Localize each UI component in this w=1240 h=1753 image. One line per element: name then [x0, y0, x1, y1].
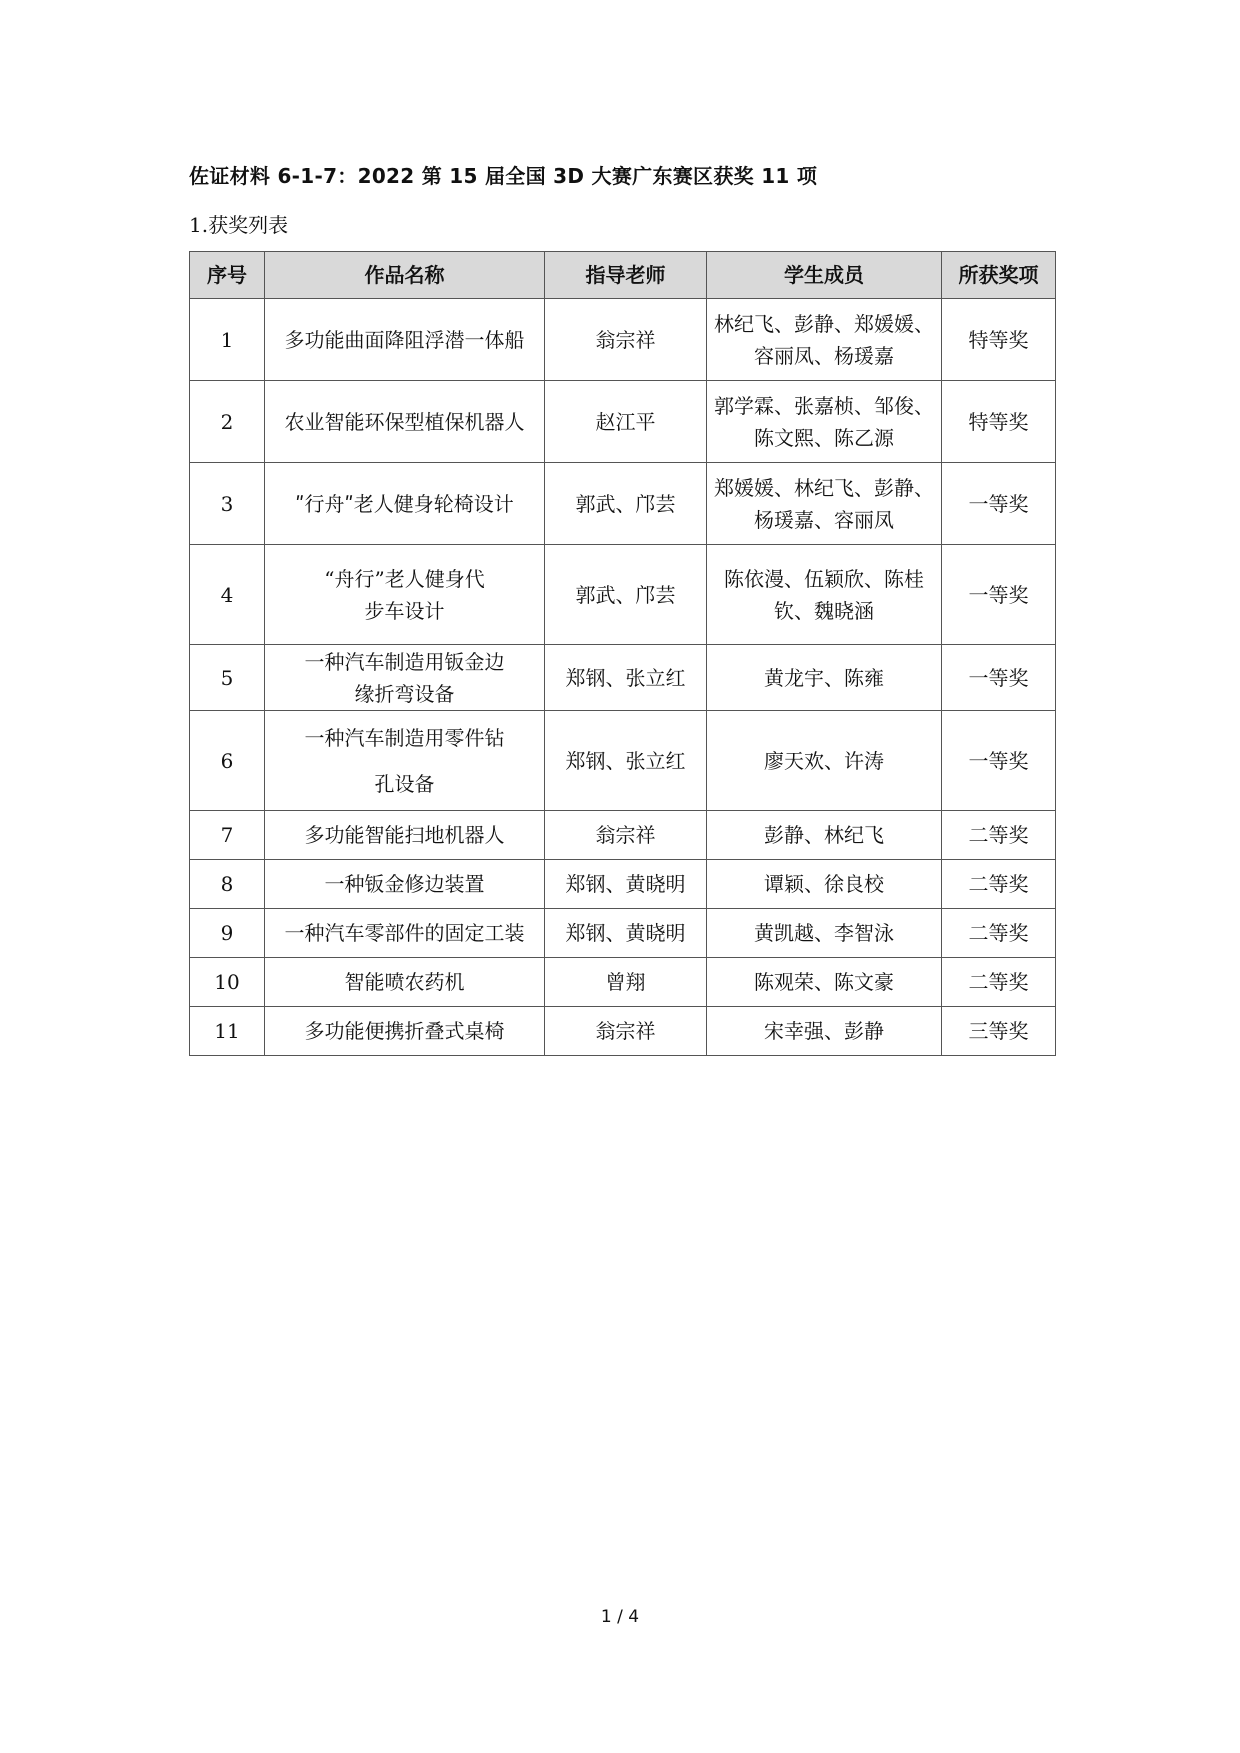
row-advisor: 曾翔 — [545, 958, 707, 1007]
row-work: 多功能曲面降阻浮潜一体船 — [265, 299, 545, 381]
row-award: 一等奖 — [942, 645, 1056, 711]
row-award: 一等奖 — [942, 463, 1056, 545]
row-students: 黄凯越、李智泳 — [707, 909, 942, 958]
table-row — [190, 1007, 1056, 1056]
table-row — [190, 711, 1056, 811]
table-row — [190, 299, 1056, 381]
table-row — [190, 463, 1056, 545]
row-no: 4 — [190, 545, 265, 645]
row-students: 谭颖、徐良校 — [707, 860, 942, 909]
row-work: “舟行”老人健身代步车设计 — [265, 545, 545, 645]
row-award: 一等奖 — [942, 545, 1056, 645]
row-work: ʺ行舟ʺ老人健身轮椅设计 — [265, 463, 545, 545]
row-award: 二等奖 — [942, 860, 1056, 909]
header-no: 序号 — [190, 252, 265, 299]
row-advisor: 郭武、邝芸 — [545, 463, 707, 545]
row-work: 智能喷农药机 — [265, 958, 545, 1007]
row-students: 廖天欢、许涛 — [707, 711, 942, 811]
row-no: 3 — [190, 463, 265, 545]
row-award: 特等奖 — [942, 381, 1056, 463]
table-row — [190, 381, 1056, 463]
row-no: 10 — [190, 958, 265, 1007]
header-work: 作品名称 — [265, 252, 545, 299]
section-heading: 1.获奖列表 — [189, 213, 289, 237]
row-work: 多功能智能扫地机器人 — [265, 811, 545, 860]
row-students: 陈观荣、陈文豪 — [707, 958, 942, 1007]
row-advisor: 郑钢、黄晓明 — [545, 909, 707, 958]
row-work: 一种汽车制造用零件钻孔设备 — [265, 711, 545, 811]
row-award: 一等奖 — [942, 711, 1056, 811]
document-title: 佐证材料 6-1-7：2022 第 15 届全国 3D 大赛广东赛区获奖 11 项 — [189, 164, 818, 188]
row-work: 农业智能环保型植保机器人 — [265, 381, 545, 463]
row-advisor: 翁宗祥 — [545, 1007, 707, 1056]
table-header-row — [190, 252, 1056, 299]
award-table — [189, 251, 1056, 1056]
row-award: 三等奖 — [942, 1007, 1056, 1056]
table-row — [190, 958, 1056, 1007]
table-row — [190, 545, 1056, 645]
row-advisor: 郑钢、张立红 — [545, 645, 707, 711]
row-advisor: 郭武、邝芸 — [545, 545, 707, 645]
header-students: 学生成员 — [707, 252, 942, 299]
row-advisor: 郑钢、张立红 — [545, 711, 707, 811]
row-advisor: 郑钢、黄晓明 — [545, 860, 707, 909]
row-no: 1 — [190, 299, 265, 381]
row-award: 二等奖 — [942, 909, 1056, 958]
table-row — [190, 909, 1056, 958]
header-advisor: 指导老师 — [545, 252, 707, 299]
row-no: 2 — [190, 381, 265, 463]
row-students: 郭学霖、张嘉桢、邹俊、陈文熙、陈乙源 — [707, 381, 942, 463]
row-students: 陈依漫、伍颖欣、陈桂钦、魏晓涵 — [707, 545, 942, 645]
table-row — [190, 645, 1056, 711]
row-students: 林纪飞、彭静、郑媛媛、容丽凤、杨瑗嘉 — [707, 299, 942, 381]
row-no: 7 — [190, 811, 265, 860]
row-no: 8 — [190, 860, 265, 909]
row-advisor: 赵江平 — [545, 381, 707, 463]
row-students: 郑媛媛、林纪飞、彭静、杨瑗嘉、容丽凤 — [707, 463, 942, 545]
row-advisor: 翁宗祥 — [545, 811, 707, 860]
table-row — [190, 811, 1056, 860]
row-work: 一种汽车零部件的固定工装 — [265, 909, 545, 958]
row-work: 一种钣金修边装置 — [265, 860, 545, 909]
row-award: 二等奖 — [942, 811, 1056, 860]
row-work: 多功能便携折叠式桌椅 — [265, 1007, 545, 1056]
row-advisor: 翁宗祥 — [545, 299, 707, 381]
header-award: 所获奖项 — [942, 252, 1056, 299]
row-award: 特等奖 — [942, 299, 1056, 381]
row-no: 5 — [190, 645, 265, 711]
row-students: 宋幸强、彭静 — [707, 1007, 942, 1056]
row-no: 11 — [190, 1007, 265, 1056]
row-work: 一种汽车制造用钣金边缘折弯设备 — [265, 645, 545, 711]
page-number: 1 / 4 — [600, 1607, 640, 1627]
row-no: 6 — [190, 711, 265, 811]
row-no: 9 — [190, 909, 265, 958]
row-students: 黄龙宇、陈雍 — [707, 645, 942, 711]
row-students: 彭静、林纪飞 — [707, 811, 942, 860]
row-award: 二等奖 — [942, 958, 1056, 1007]
table-row — [190, 860, 1056, 909]
